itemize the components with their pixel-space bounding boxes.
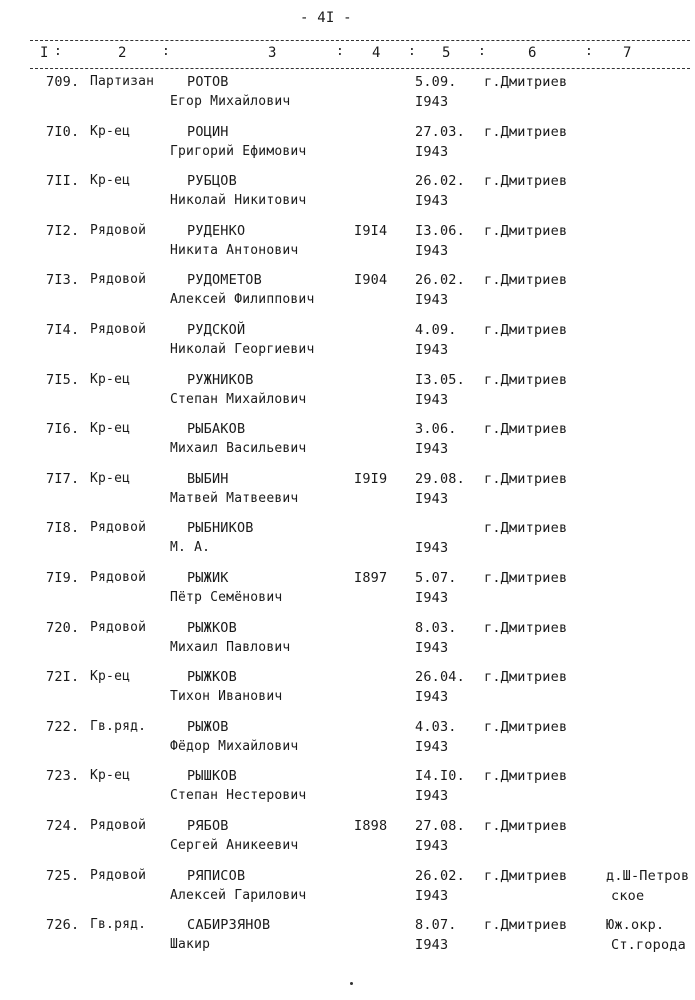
record-death-year: I943 bbox=[415, 689, 449, 706]
record-surname: РУДОМЕТОВ bbox=[187, 272, 262, 289]
record-death-date: 26.02. bbox=[415, 173, 465, 190]
record-birth-year: I9I9 bbox=[354, 470, 388, 487]
record-given-names: Матвей Матвеевич bbox=[170, 490, 299, 506]
record-surname: РЫБАКОВ bbox=[187, 421, 246, 438]
table-row bbox=[0, 917, 695, 967]
record-surname: САБИРЗЯНОВ bbox=[187, 917, 271, 934]
record-burial-place: г.Дмитриев bbox=[484, 421, 568, 438]
page-mark bbox=[350, 982, 353, 985]
table-row bbox=[0, 223, 695, 273]
record-number: 726. bbox=[46, 917, 80, 934]
record-death-year: I943 bbox=[415, 441, 449, 458]
record-note-line2: ское bbox=[611, 887, 645, 904]
record-burial-place: г.Дмитриев bbox=[484, 272, 568, 289]
record-burial-place: г.Дмитриев bbox=[484, 123, 568, 140]
record-death-date: 26.02. bbox=[415, 272, 465, 289]
record-birth-year: I904 bbox=[354, 272, 388, 289]
record-death-date: 4.03. bbox=[415, 718, 457, 735]
record-number: 7I2. bbox=[46, 222, 80, 239]
record-number: 7I0. bbox=[46, 123, 80, 140]
record-death-year: I943 bbox=[415, 341, 449, 358]
record-rank: Кр-ец bbox=[90, 421, 131, 437]
record-surname: РЯБОВ bbox=[187, 817, 229, 834]
record-surname: РЫЖКОВ bbox=[187, 669, 237, 686]
record-given-names: Сергей Аникеевич bbox=[170, 837, 299, 853]
record-rank: Рядовой bbox=[90, 222, 147, 238]
table-row bbox=[0, 173, 695, 223]
col-header-4: 4 bbox=[372, 45, 381, 61]
record-note-line2: Ст.города bbox=[611, 937, 686, 954]
record-death-date: 26.02. bbox=[415, 867, 465, 884]
record-given-names: Егор Михайлович bbox=[170, 94, 291, 109]
record-surname: РЫШКОВ bbox=[187, 768, 237, 785]
record-burial-place: г.Дмитриев bbox=[484, 669, 568, 686]
record-rank: Кр-ец bbox=[90, 123, 131, 139]
record-death-year: I943 bbox=[415, 937, 449, 954]
record-birth-year: I897 bbox=[354, 569, 388, 586]
record-given-names: Григорий Ефимович bbox=[170, 143, 307, 159]
records-list bbox=[0, 74, 695, 967]
record-surname: РУЖНИКОВ bbox=[187, 371, 254, 388]
table-row bbox=[0, 768, 695, 818]
header-bottom-rule bbox=[30, 68, 690, 69]
col-separator: : bbox=[54, 44, 63, 59]
col-separator: : bbox=[585, 44, 594, 59]
col-header-1: I bbox=[40, 45, 49, 61]
record-burial-place: г.Дмитриев bbox=[484, 321, 568, 338]
record-death-year: I943 bbox=[415, 94, 449, 110]
col-separator: : bbox=[162, 44, 171, 59]
record-surname: РУДСКОЙ bbox=[187, 321, 246, 338]
record-death-date: 29.08. bbox=[415, 470, 465, 487]
record-birth-year: I898 bbox=[354, 817, 388, 834]
record-surname: РУБЦОВ bbox=[187, 173, 237, 190]
col-header-6: 6 bbox=[528, 45, 537, 61]
record-death-date: 5.09. bbox=[415, 74, 457, 90]
record-death-year: I943 bbox=[415, 143, 449, 160]
record-death-year: I943 bbox=[415, 242, 449, 259]
table-row bbox=[0, 272, 695, 322]
record-number: 723. bbox=[46, 768, 80, 785]
record-given-names: Николай Никитович bbox=[170, 193, 307, 209]
record-birth-year: I9I4 bbox=[354, 222, 388, 239]
record-rank: Рядовой bbox=[90, 619, 147, 635]
record-given-names: Михаил Васильевич bbox=[170, 441, 307, 457]
record-number: 7I5. bbox=[46, 371, 80, 388]
record-number: 7I6. bbox=[46, 421, 80, 438]
record-given-names: Тихон Иванович bbox=[170, 689, 283, 705]
record-number: 7I9. bbox=[46, 569, 80, 586]
table-row bbox=[0, 719, 695, 769]
record-number: 7II. bbox=[46, 173, 80, 190]
header-top-rule bbox=[30, 40, 690, 41]
col-separator: : bbox=[478, 44, 487, 59]
record-death-year: I943 bbox=[415, 589, 449, 606]
record-death-year: I943 bbox=[415, 540, 449, 557]
record-burial-place: г.Дмитриев bbox=[484, 222, 568, 239]
record-given-names: Михаил Павлович bbox=[170, 639, 291, 655]
record-rank: Гв.ряд. bbox=[90, 917, 147, 933]
table-row bbox=[0, 421, 695, 471]
record-death-year: I943 bbox=[415, 738, 449, 755]
record-death-year: I943 bbox=[415, 788, 449, 805]
record-rank: Кр-ец bbox=[90, 371, 131, 387]
record-rank: Рядовой bbox=[90, 817, 147, 833]
record-rank: Кр-ец bbox=[90, 768, 131, 784]
record-death-date: 27.03. bbox=[415, 123, 465, 140]
record-surname: РЯПИСОВ bbox=[187, 867, 246, 884]
record-note-line1: д.Ш-Петров bbox=[606, 867, 690, 884]
record-given-names: Степан Михайлович bbox=[170, 391, 307, 407]
record-burial-place: г.Дмитриев bbox=[484, 768, 568, 785]
record-surname: РОТОВ bbox=[187, 74, 229, 90]
record-death-date: 8.07. bbox=[415, 917, 457, 934]
record-burial-place: г.Дмитриев bbox=[484, 917, 568, 934]
record-surname: РЫБНИКОВ bbox=[187, 520, 254, 537]
col-header-7: 7 bbox=[623, 45, 632, 61]
record-number: 720. bbox=[46, 619, 80, 636]
record-rank: Кр-ец bbox=[90, 470, 131, 486]
record-burial-place: г.Дмитриев bbox=[484, 619, 568, 636]
record-surname: РУДЕНКО bbox=[187, 222, 246, 239]
record-surname: РЫЖИК bbox=[187, 569, 229, 586]
record-given-names: Никита Антонович bbox=[170, 242, 299, 258]
record-death-year: I943 bbox=[415, 490, 449, 507]
table-row bbox=[0, 124, 695, 174]
record-rank: Рядовой bbox=[90, 321, 147, 337]
record-given-names: Фёдор Михайлович bbox=[170, 738, 299, 754]
record-death-date: 5.07. bbox=[415, 569, 457, 586]
record-burial-place: г.Дмитриев bbox=[484, 718, 568, 735]
record-death-year: I943 bbox=[415, 292, 449, 309]
record-death-date: 4.09. bbox=[415, 321, 457, 338]
record-surname: ВЫБИН bbox=[187, 470, 229, 487]
col-separator: : bbox=[336, 44, 345, 59]
record-death-date: 8.03. bbox=[415, 619, 457, 636]
record-given-names: М. А. bbox=[170, 540, 211, 556]
record-given-names: Пётр Семёнович bbox=[170, 589, 283, 605]
record-number: 7I4. bbox=[46, 321, 80, 338]
record-number: 709. bbox=[46, 74, 80, 90]
record-death-year: I943 bbox=[415, 193, 449, 210]
table-row bbox=[0, 620, 695, 670]
record-rank: Партизан bbox=[90, 74, 155, 89]
table-row bbox=[0, 372, 695, 422]
record-given-names: Шакир bbox=[170, 937, 211, 953]
record-rank: Рядовой bbox=[90, 867, 147, 883]
record-death-date: I3.06. bbox=[415, 222, 465, 239]
record-rank: Кр-ец bbox=[90, 173, 131, 189]
record-burial-place: г.Дмитриев bbox=[484, 569, 568, 586]
record-death-date: I4.I0. bbox=[415, 768, 465, 785]
record-burial-place: г.Дмитриев bbox=[484, 74, 568, 90]
record-rank: Рядовой bbox=[90, 569, 147, 585]
record-burial-place: г.Дмитриев bbox=[484, 173, 568, 190]
record-given-names: Николай Георгиевич bbox=[170, 341, 315, 357]
record-death-year: I943 bbox=[415, 639, 449, 656]
col-separator: : bbox=[408, 44, 417, 59]
record-burial-place: г.Дмитриев bbox=[484, 371, 568, 388]
record-death-year: I943 bbox=[415, 837, 449, 854]
record-rank: Гв.ряд. bbox=[90, 718, 147, 734]
page-number: - 4I - bbox=[300, 10, 352, 26]
col-header-3: 3 bbox=[268, 45, 277, 61]
record-surname: РЫЖКОВ bbox=[187, 619, 237, 636]
record-rank: Рядовой bbox=[90, 520, 147, 536]
record-death-date: 27.08. bbox=[415, 817, 465, 834]
record-death-year: I943 bbox=[415, 887, 449, 904]
record-number: 7I7. bbox=[46, 470, 80, 487]
record-burial-place: г.Дмитриев bbox=[484, 520, 568, 537]
record-given-names: Алексей Гарилович bbox=[170, 887, 307, 903]
table-row bbox=[0, 322, 695, 372]
table-row bbox=[0, 868, 695, 918]
record-number: 725. bbox=[46, 867, 80, 884]
record-given-names: Алексей Филиппович bbox=[170, 292, 315, 308]
record-surname: РОЦИН bbox=[187, 123, 229, 140]
record-burial-place: г.Дмитриев bbox=[484, 470, 568, 487]
col-header-2: 2 bbox=[118, 45, 127, 61]
record-burial-place: г.Дмитриев bbox=[484, 817, 568, 834]
record-rank: Рядовой bbox=[90, 272, 147, 288]
table-row bbox=[0, 471, 695, 521]
record-number: 724. bbox=[46, 817, 80, 834]
record-death-date: 3.06. bbox=[415, 421, 457, 438]
table-row bbox=[0, 669, 695, 719]
record-note-line1: Юж.окр. bbox=[606, 917, 665, 934]
record-surname: РЫЖОВ bbox=[187, 718, 229, 735]
record-number: 7I3. bbox=[46, 272, 80, 289]
record-burial-place: г.Дмитриев bbox=[484, 867, 568, 884]
table-header bbox=[30, 40, 690, 64]
record-death-date: 26.04. bbox=[415, 669, 465, 686]
table-row bbox=[0, 818, 695, 868]
col-header-5: 5 bbox=[442, 45, 451, 61]
table-row bbox=[0, 520, 695, 570]
record-number: 7I8. bbox=[46, 520, 80, 537]
record-number: 722. bbox=[46, 718, 80, 735]
record-given-names: Степан Нестерович bbox=[170, 788, 307, 804]
record-number: 72I. bbox=[46, 669, 80, 686]
record-death-year: I943 bbox=[415, 391, 449, 408]
record-rank: Кр-ец bbox=[90, 669, 131, 685]
table-row bbox=[0, 74, 695, 124]
table-row bbox=[0, 570, 695, 620]
record-death-date: I3.05. bbox=[415, 371, 465, 388]
